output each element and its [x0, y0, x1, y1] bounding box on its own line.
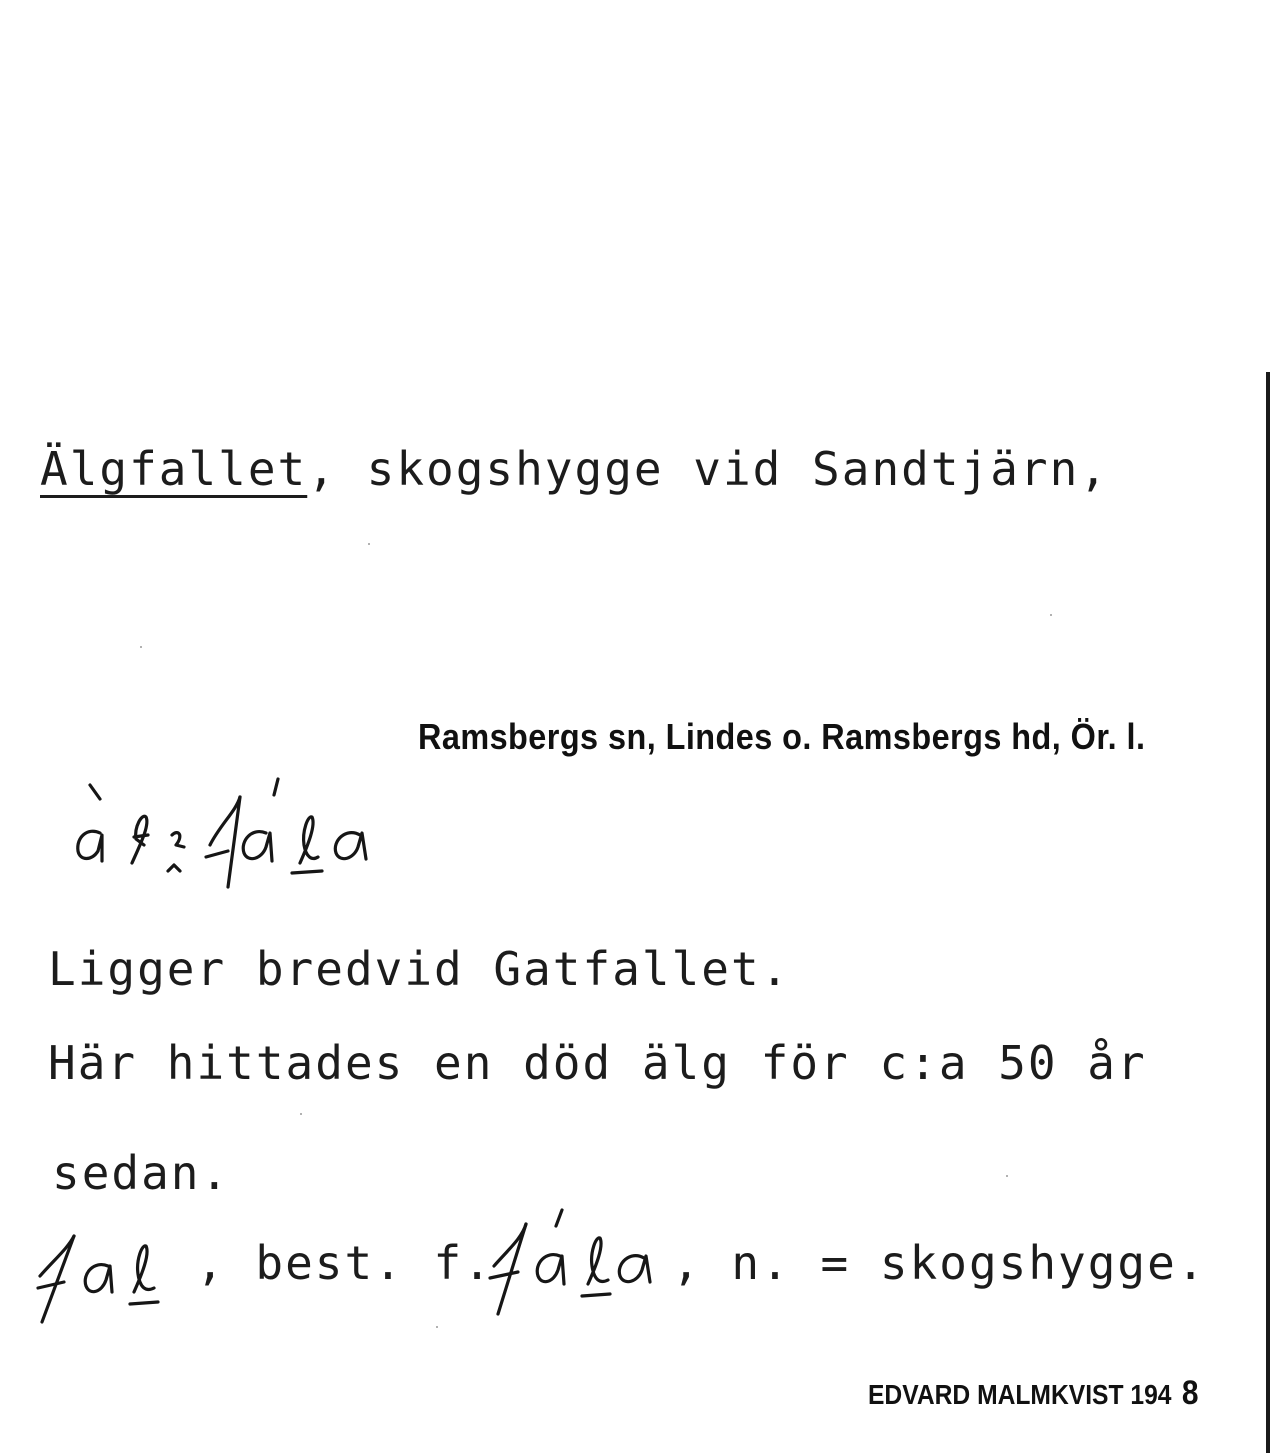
handwritten-pronunciation	[60, 775, 410, 890]
note-line-3: sedan.	[52, 1146, 231, 1200]
scan-speck	[140, 646, 142, 648]
note-line-2: Här hittades en död älg för c:a 50 år	[48, 1036, 1147, 1090]
collector-name: EDVARD MALMKVIST 194	[868, 1379, 1172, 1410]
scan-speck	[1050, 614, 1052, 616]
handwritten-fal	[30, 1226, 170, 1336]
card-edge-line	[1266, 372, 1270, 1453]
scan-speck	[300, 1113, 302, 1115]
parish-stamp: Ramsbergs sn, Lindes o. Ramsbergs hd, Ör. l.	[418, 716, 1146, 757]
etym-text-2: , n. = skogshygge.	[672, 1236, 1207, 1290]
note-line-1: Ligger bredvid Gatfallet.	[48, 942, 791, 996]
headword-description: , skogshygge vid Sandtjärn,	[307, 442, 1109, 496]
scan-speck	[1006, 1175, 1008, 1177]
collector-stamp	[868, 1374, 1198, 1413]
scan-speck	[368, 543, 370, 545]
handwritten-fale	[480, 1204, 670, 1324]
collector-year-digit: 8	[1181, 1374, 1199, 1412]
title-line	[40, 442, 1109, 496]
scan-speck	[436, 1326, 438, 1328]
headword: Älgfallet	[40, 442, 308, 496]
etym-text-1: , best. f.	[196, 1236, 493, 1290]
